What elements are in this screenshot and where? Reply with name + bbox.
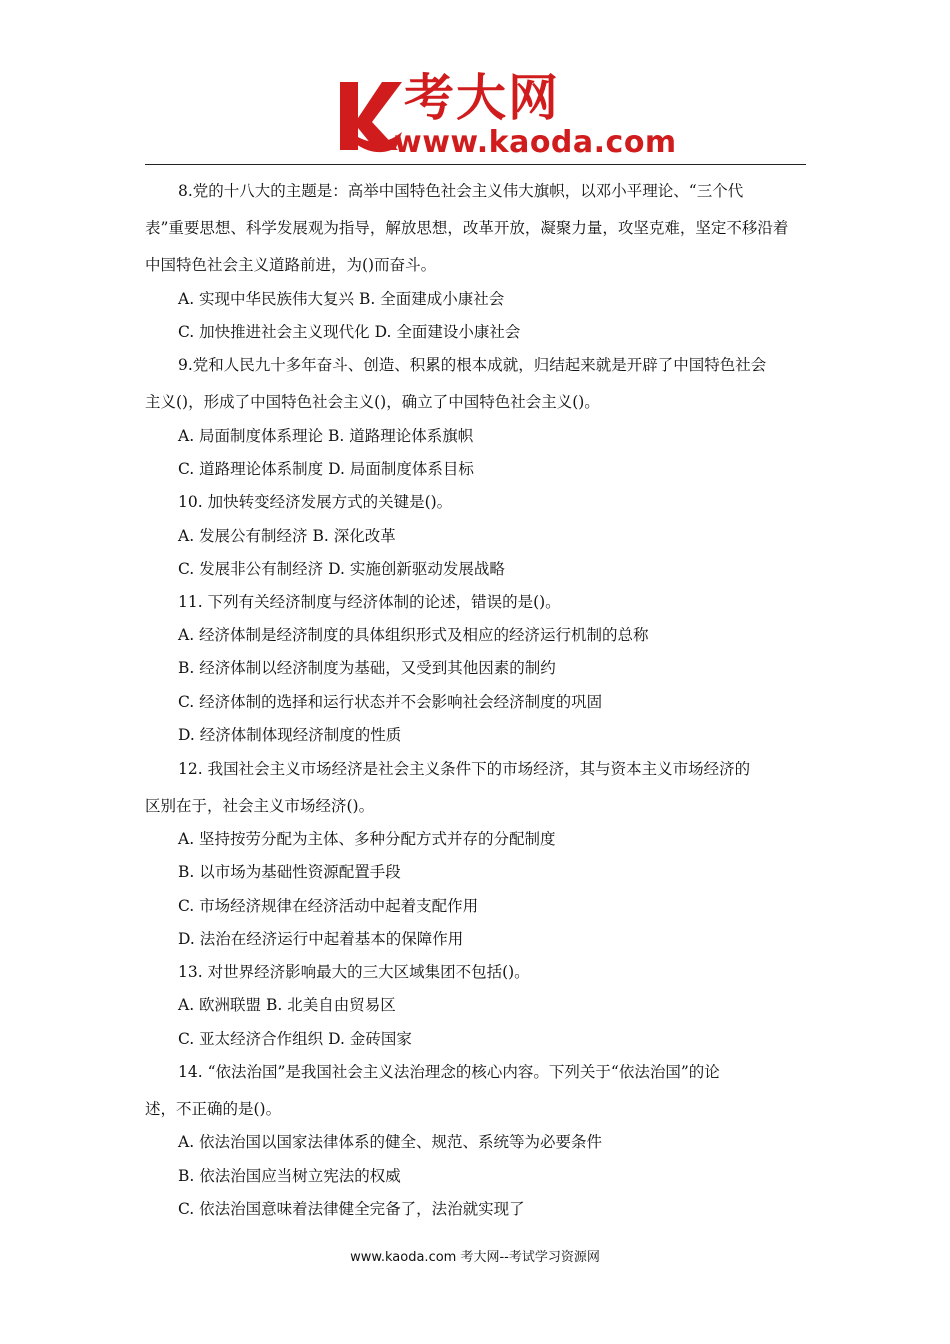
question-9-option-cd: C. 道路理论体系制度 D. 局面制度体系目标 — [178, 460, 474, 478]
question-12-option-d: D. 法治在经济运行中起着基本的保障作用 — [178, 930, 464, 948]
question-8-option-ab: A. 实现中华民族伟大复兴 B. 全面建成小康社会 — [178, 290, 505, 308]
question-11-line-1: 11. 下列有关经济制度与经济体制的论述，错误的是()。 — [178, 593, 561, 611]
question-13-option-cd: C. 亚太经济合作组织 D. 金砖国家 — [178, 1030, 412, 1048]
question-14-option-c: C. 依法治国意味着法律健全完备了，法治就实现了 — [178, 1200, 525, 1218]
question-11-option-c: C. 经济体制的选择和运行状态并不会影响社会经济制度的巩固 — [178, 693, 603, 711]
header-divider — [145, 164, 806, 165]
question-10-option-cd: C. 发展非公有制经济 D. 实施创新驱动发展战略 — [178, 560, 505, 578]
question-12-option-c: C. 市场经济规律在经济活动中起着支配作用 — [178, 897, 479, 915]
logo-title: 考大网 — [404, 69, 560, 127]
question-13-option-ab: A. 欧洲联盟 B. 北美自由贸易区 — [178, 996, 396, 1014]
question-12-option-a: A. 坚持按劳分配为主体、多种分配方式并存的分配制度 — [178, 830, 556, 848]
question-11-option-b: B. 经济体制以经济制度为基础，又受到其他因素的制约 — [178, 659, 556, 677]
question-9-option-ab: A. 局面制度体系理论 B. 道路理论体系旗帜 — [178, 427, 474, 445]
question-9-line-2: 主义()，形成了中国特色社会主义()，确立了中国特色社会主义()。 — [145, 393, 600, 411]
page-header — [0, 0, 950, 165]
question-10-line-1: 10. 加快转变经济发展方式的关键是()。 — [178, 493, 453, 511]
logo-url: www.kaoda.com — [394, 125, 677, 160]
question-12-line-2: 区别在于，社会主义市场经济()。 — [145, 797, 375, 815]
question-11-option-a: A. 经济体制是经济制度的具体组织形式及相应的经济运行机制的总称 — [178, 626, 649, 644]
question-10-option-ab: A. 发展公有制经济 B. 深化改革 — [178, 527, 396, 545]
question-11-option-d: D. 经济体制体现经济制度的性质 — [178, 726, 402, 744]
question-8-line-3: 中国特色社会主义道路前进，为()而奋斗。 — [145, 256, 437, 274]
page-footer: www.kaoda.com 考大网--考试学习资源网 — [350, 1250, 600, 1265]
question-14-line-1: 14. “依法治国”是我国社会主义法治理念的核心内容。下列关于“依法治国”的论 — [178, 1063, 720, 1081]
question-8-line-1: 8.党的十八大的主题是：高举中国特色社会主义伟大旗帜，以邓小平理论、“三个代 — [178, 182, 744, 200]
question-8-line-2: 表”重要思想、科学发展观为指导，解放思想，改革开放，凝聚力量，攻坚克难，坚定不移沿着 — [145, 219, 789, 237]
question-12-option-b: B. 以市场为基础性资源配置手段 — [178, 863, 401, 881]
question-12-line-1: 12. 我国社会主义市场经济是社会主义条件下的市场经济，其与资本主义市场经济的 — [178, 760, 751, 778]
question-14-line-2: 述，不正确的是()。 — [145, 1100, 282, 1118]
question-9-line-1: 9.党和人民九十多年奋斗、创造、积累的根本成就，归结起来就是开辟了中国特色社会 — [178, 356, 767, 374]
question-13-line-1: 13. 对世界经济影响最大的三大区域集团不包括()。 — [178, 963, 530, 981]
question-14-option-b: B. 依法治国应当树立宪法的权威 — [178, 1167, 401, 1185]
question-14-option-a: A. 依法治国以国家法律体系的健全、规范、系统等为必要条件 — [178, 1133, 603, 1151]
kaoda-logo[interactable] — [330, 69, 677, 162]
question-8-option-cd: C. 加快推进社会主义现代化 D. 全面建设小康社会 — [178, 323, 521, 341]
